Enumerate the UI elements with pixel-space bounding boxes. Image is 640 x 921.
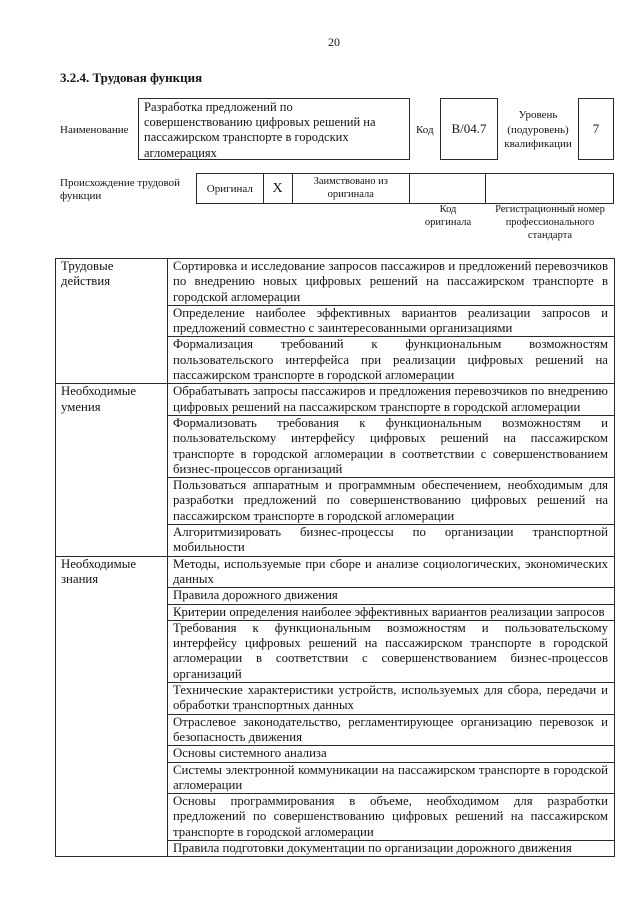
skill-item: Обрабатывать запросы пассажиров и предложения перевозчиков по внедрению цифровых решений на пассажирском транспорте в городской агломерации <box>168 384 615 416</box>
borrowed-label: Заимствовано из оригинала <box>313 176 388 200</box>
function-code: В/04.7 <box>451 121 487 136</box>
section-label-cell <box>56 384 168 556</box>
original-code-caption-wrap <box>410 203 486 229</box>
registration-number-caption-wrap <box>486 203 614 242</box>
section-label-labor-actions: Трудовые действия <box>61 259 114 289</box>
labor-action-item: Сортировка и исследование запросов пассажиров и предложений перевозчиков по внедрению новых цифровых решений на пассажирском транспорте в городской агломерации <box>168 259 615 306</box>
table-row <box>56 384 615 416</box>
qualification-level-label: Уровень (подуровень) квалификации <box>504 109 572 150</box>
section-label-knowledge: Необходимые знания <box>61 556 137 586</box>
original-code-caption: Код оригинала <box>424 204 472 228</box>
skill-item: Алгоритмизировать бизнес-процессы по организации транспортной мобильности <box>168 525 615 557</box>
qualification-level-box <box>578 98 614 160</box>
registration-number-cell <box>486 174 613 203</box>
section-heading: 3.2.4. Трудовая функция <box>60 70 203 85</box>
qualification-level: 7 <box>592 121 600 136</box>
labor-action-item: Формализация требований к функциональным возможностям пользовательского интерфейса при реализации цифровых решений на пассажирском транспорте в городской агломерации <box>168 337 615 384</box>
knowledge-item: Технические характеристики устройств, используемых для сбора, передачи и обработки транспортных данных <box>168 683 615 715</box>
original-mark-cell <box>264 174 293 203</box>
origin-label: Происхождение трудовой функции <box>60 177 181 202</box>
knowledge-item: Правила дорожного движения <box>168 588 615 604</box>
table-row <box>56 259 615 306</box>
original-cell <box>197 174 264 203</box>
page-number: 20 <box>328 35 340 49</box>
original-label: Оригинал <box>206 182 253 195</box>
skill-item: Формализовать требования к функциональным возможностям и пользовательскому интерфейсу цифровых решений на пассажирском транспорте в городской агломерации в соответствии с совершенствованием бизнес-процессов организаций <box>168 415 615 477</box>
knowledge-item: Системы электронной коммуникации на пассажирском транспорте в городской агломерации <box>168 762 615 794</box>
code-label: Код <box>416 124 434 136</box>
knowledge-item: Требования к функциональным возможностям и пользовательскому интерфейсу цифровых решений на пассажирском транспорте в городской агломерации в соответствии с совершенствованием бизнес-процессов организаций <box>168 620 615 682</box>
labor-action-item: Определение наиболее эффективных вариантов реализации запросов и предложений совместно с заинтересованными организациями <box>168 305 615 337</box>
name-label: Наименование <box>60 124 129 136</box>
competency-table <box>55 258 615 857</box>
section-label-cell <box>56 259 168 384</box>
origin-row <box>196 173 614 204</box>
registration-number-caption: Регистрационный номер профессионального стандарта <box>495 204 605 241</box>
knowledge-item: Основы программирования в объеме, необходимом для разработки предложений по совершенствованию цифровых решений на пассажирском транспорте в городской агломерации <box>168 794 615 841</box>
function-code-box <box>440 98 498 160</box>
table-row <box>56 556 615 588</box>
knowledge-item: Отраслевое законодательство, регламентирующее организацию перевозок и безопасность движения <box>168 714 615 746</box>
knowledge-item: Основы системного анализа <box>168 746 615 762</box>
knowledge-item: Правила подготовки документации по организации дорожного движения <box>168 840 615 856</box>
knowledge-item: Методы, используемые при сборе и анализе социологических, экономических данных <box>168 556 615 588</box>
borrowed-cell <box>293 174 410 203</box>
section-label-skills: Необходимые умения <box>61 384 137 414</box>
section-label-cell <box>56 556 168 857</box>
original-code-cell <box>410 174 486 203</box>
knowledge-item: Критерии определения наиболее эффективных вариантов реализации запросов <box>168 604 615 620</box>
original-mark: X <box>272 180 283 196</box>
function-name-box: Разработка предложений по совершенствованию цифровых решений на пассажирском транспорте в городских агломерациях <box>138 98 410 160</box>
skill-item: Пользоваться аппаратным и программным обеспечением, необходимым для разработки предложений по совершенствованию цифровых решений на пассажирском транспорте в городской агломерации <box>168 478 615 525</box>
